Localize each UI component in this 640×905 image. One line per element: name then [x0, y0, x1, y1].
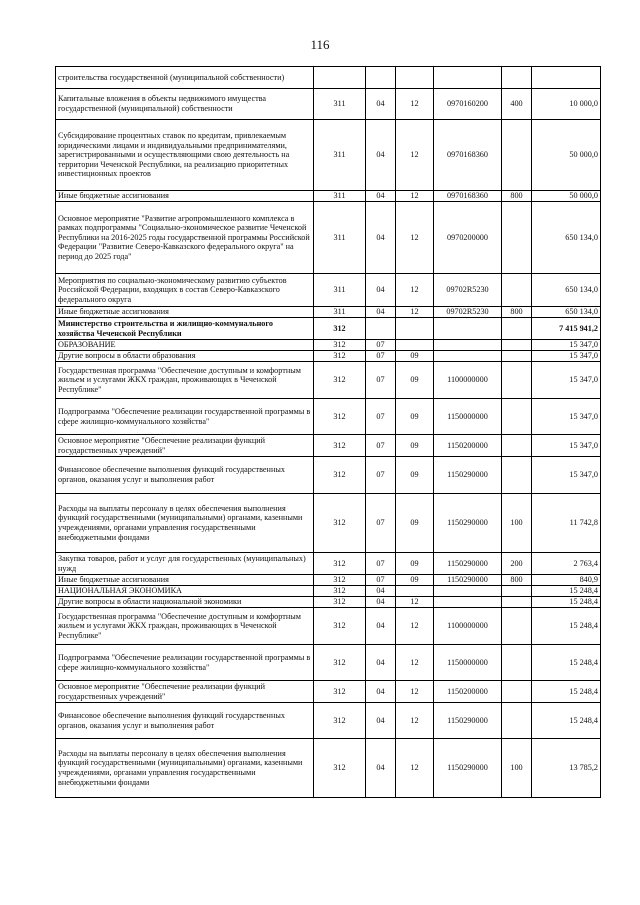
table-row	[56, 202, 601, 274]
cell-name: Подпрограмма "Обеспечение реализации государственной программы в сфере жилищно-коммунального хозяйства"	[56, 645, 314, 681]
cell-amount: 15 248,4	[532, 586, 601, 597]
cell-target-article: 1150290000	[434, 575, 502, 586]
cell-section: 07	[366, 399, 396, 435]
cell-subsection: 09	[396, 351, 434, 362]
table-row	[56, 494, 601, 553]
cell-name: Финансовое обеспечение выполнения функций государственных органов, оказания услуг и выполнения работ	[56, 457, 314, 494]
cell-admin-code: 311	[314, 202, 366, 274]
cell-section: 04	[366, 586, 396, 597]
cell-subsection: 12	[396, 120, 434, 191]
cell-section: 07	[366, 553, 396, 575]
cell-admin-code: 311	[314, 191, 366, 202]
cell-expense-type	[502, 597, 532, 608]
cell-target-article: 1150290000	[434, 703, 502, 739]
cell-subsection: 12	[396, 739, 434, 798]
cell-amount: 650 134,0	[532, 307, 601, 318]
cell-admin-code: 312	[314, 586, 366, 597]
table-row	[56, 89, 601, 120]
budget-table-body	[56, 67, 601, 798]
table-row	[56, 608, 601, 645]
cell-expense-type: 800	[502, 575, 532, 586]
table-row	[56, 362, 601, 399]
cell-name: Другие вопросы в области национальной экономики	[56, 597, 314, 608]
table-row	[56, 191, 601, 202]
cell-expense-type: 100	[502, 739, 532, 798]
cell-expense-type: 800	[502, 191, 532, 202]
cell-target-article: 0970168360	[434, 120, 502, 191]
cell-subsection: 12	[396, 307, 434, 318]
cell-amount: 7 415 941,2	[532, 318, 601, 340]
table-row	[56, 318, 601, 340]
cell-name: Расходы на выплаты персоналу в целях обеспечения выполнения функций государственными (муниципальными) органами, казенными учреждениями, органами управления государственными внебюджетными фондами	[56, 494, 314, 553]
cell-expense-type	[502, 608, 532, 645]
cell-target-article	[434, 67, 502, 89]
cell-subsection: 09	[396, 494, 434, 553]
cell-subsection: 09	[396, 575, 434, 586]
cell-name: Основное мероприятие "Развитие агропромышленного комплекса в рамках подпрограммы "Социально-экономическое развитие Чеченской Республики на 2016-2025 годы государственной программы Российской Федерации "Развитие Северо-Кавказского федерального округа" на период до 2025 года"	[56, 202, 314, 274]
cell-admin-code: 311	[314, 89, 366, 120]
cell-target-article: 1100000000	[434, 362, 502, 399]
cell-target-article: 1150200000	[434, 435, 502, 457]
cell-section: 07	[366, 340, 396, 351]
cell-name: Основное мероприятие "Обеспечение реализации функций государственных учреждений"	[56, 435, 314, 457]
table-row	[56, 307, 601, 318]
cell-name: Подпрограмма "Обеспечение реализации государственной программы в сфере жилищно-коммунального хозяйства"	[56, 399, 314, 435]
cell-target-article: 1150290000	[434, 494, 502, 553]
cell-subsection: 12	[396, 645, 434, 681]
cell-expense-type	[502, 67, 532, 89]
cell-name: Закупка товаров, работ и услуг для государственных (муниципальных) нужд	[56, 553, 314, 575]
cell-target-article: 1150200000	[434, 681, 502, 703]
cell-expense-type	[502, 399, 532, 435]
cell-admin-code: 311	[314, 274, 366, 307]
cell-amount: 650 134,0	[532, 202, 601, 274]
cell-target-article: 1150000000	[434, 399, 502, 435]
table-row	[56, 597, 601, 608]
cell-target-article: 1100000000	[434, 608, 502, 645]
table-row	[56, 274, 601, 307]
cell-admin-code: 312	[314, 318, 366, 340]
cell-amount: 840,9	[532, 575, 601, 586]
cell-expense-type	[502, 362, 532, 399]
cell-target-article: 0970200000	[434, 202, 502, 274]
cell-admin-code: 312	[314, 399, 366, 435]
cell-section: 04	[366, 89, 396, 120]
cell-target-article	[434, 351, 502, 362]
table-row	[56, 399, 601, 435]
table-row	[56, 586, 601, 597]
cell-section	[366, 67, 396, 89]
cell-amount: 15 347,0	[532, 340, 601, 351]
cell-subsection: 09	[396, 457, 434, 494]
cell-amount: 15 248,4	[532, 597, 601, 608]
cell-target-article	[434, 597, 502, 608]
cell-amount: 11 742,8	[532, 494, 601, 553]
cell-section: 07	[366, 457, 396, 494]
cell-target-article: 1150290000	[434, 739, 502, 798]
cell-subsection: 09	[396, 399, 434, 435]
cell-target-article: 1150290000	[434, 553, 502, 575]
cell-subsection: 12	[396, 608, 434, 645]
table-row	[56, 703, 601, 739]
cell-amount: 2 763,4	[532, 553, 601, 575]
cell-section: 04	[366, 202, 396, 274]
cell-subsection: 12	[396, 597, 434, 608]
table-row	[56, 457, 601, 494]
cell-name: Министерство строительства и жилищно-коммунального хозяйства Чеченской Республики	[56, 318, 314, 340]
cell-section: 04	[366, 681, 396, 703]
cell-name: Мероприятия по социально-экономическому развитию субъектов Российской Федерации, входящих в состав Северо-Кавказского федерального округа	[56, 274, 314, 307]
table-row	[56, 120, 601, 191]
cell-section: 04	[366, 597, 396, 608]
cell-section: 04	[366, 608, 396, 645]
cell-expense-type	[502, 586, 532, 597]
cell-amount: 15 248,4	[532, 608, 601, 645]
table-row	[56, 351, 601, 362]
cell-subsection: 12	[396, 274, 434, 307]
cell-section: 04	[366, 645, 396, 681]
cell-name: Капитальные вложения в объекты недвижимого имущества государственной (муниципальной) собственности	[56, 89, 314, 120]
table-row	[56, 553, 601, 575]
cell-subsection: 12	[396, 703, 434, 739]
cell-amount: 10 000,0	[532, 89, 601, 120]
cell-amount: 13 785,2	[532, 739, 601, 798]
cell-amount: 15 248,4	[532, 681, 601, 703]
table-row	[56, 645, 601, 681]
cell-target-article: 0970168360	[434, 191, 502, 202]
cell-target-article: 1150000000	[434, 645, 502, 681]
cell-expense-type	[502, 351, 532, 362]
cell-target-article: 1150290000	[434, 457, 502, 494]
cell-subsection: 12	[396, 202, 434, 274]
cell-section: 07	[366, 435, 396, 457]
cell-section: 04	[366, 274, 396, 307]
cell-name: Иные бюджетные ассигнования	[56, 307, 314, 318]
cell-subsection	[396, 340, 434, 351]
cell-amount	[532, 67, 601, 89]
cell-expense-type	[502, 340, 532, 351]
cell-admin-code: 312	[314, 351, 366, 362]
cell-expense-type	[502, 120, 532, 191]
cell-target-article	[434, 340, 502, 351]
cell-subsection: 12	[396, 89, 434, 120]
cell-amount: 15 248,4	[532, 645, 601, 681]
cell-admin-code: 312	[314, 645, 366, 681]
cell-admin-code: 312	[314, 597, 366, 608]
cell-section: 04	[366, 307, 396, 318]
cell-admin-code: 311	[314, 120, 366, 191]
table-row	[56, 575, 601, 586]
budget-table	[55, 66, 601, 798]
cell-subsection: 09	[396, 362, 434, 399]
cell-expense-type	[502, 681, 532, 703]
cell-admin-code: 312	[314, 340, 366, 351]
table-row	[56, 340, 601, 351]
cell-subsection: 12	[396, 191, 434, 202]
cell-section: 07	[366, 575, 396, 586]
cell-section: 04	[366, 703, 396, 739]
cell-admin-code: 311	[314, 307, 366, 318]
cell-expense-type	[502, 435, 532, 457]
cell-admin-code: 312	[314, 681, 366, 703]
cell-name: Субсидирование процентных ставок по кредитам, привлекаемым юридическими лицами и индивидуальными предпринимателями, зарегистрированными и осуществляющими свою деятельность на территории Чеченской Республики, на реализацию приоритетных инвестиционных проектов	[56, 120, 314, 191]
cell-admin-code: 312	[314, 553, 366, 575]
cell-name: Государственная программа "Обеспечение доступным и комфортным жильем и услугами ЖКХ граждан, проживающих в Чеченской Республике"	[56, 362, 314, 399]
cell-name: строительства государственной (муниципальной собственности)	[56, 67, 314, 89]
cell-amount: 15 347,0	[532, 399, 601, 435]
cell-target-article	[434, 586, 502, 597]
cell-subsection: 12	[396, 681, 434, 703]
cell-name: Расходы на выплаты персоналу в целях обеспечения выполнения функций государственными (муниципальными) органами, казенными учреждениями, органами управления государственными внебюджетными фондами	[56, 739, 314, 798]
cell-amount: 15 248,4	[532, 703, 601, 739]
cell-amount: 50 000,0	[532, 191, 601, 202]
cell-expense-type	[502, 274, 532, 307]
cell-name: Иные бюджетные ассигнования	[56, 575, 314, 586]
cell-target-article	[434, 318, 502, 340]
page-number: 116	[310, 37, 330, 52]
table-row	[56, 739, 601, 798]
cell-name: Иные бюджетные ассигнования	[56, 191, 314, 202]
cell-admin-code: 312	[314, 703, 366, 739]
cell-admin-code	[314, 67, 366, 89]
cell-subsection: 09	[396, 435, 434, 457]
cell-amount: 15 347,0	[532, 457, 601, 494]
cell-admin-code: 312	[314, 457, 366, 494]
cell-section: 04	[366, 191, 396, 202]
cell-subsection	[396, 67, 434, 89]
cell-section: 07	[366, 494, 396, 553]
cell-expense-type	[502, 703, 532, 739]
cell-expense-type: 400	[502, 89, 532, 120]
cell-expense-type	[502, 645, 532, 681]
cell-name: Государственная программа "Обеспечение доступным и комфортным жильем и услугами ЖКХ граждан, проживающих в Чеченской Республике"	[56, 608, 314, 645]
cell-admin-code: 312	[314, 362, 366, 399]
cell-target-article: 09702R5230	[434, 307, 502, 318]
cell-admin-code: 312	[314, 608, 366, 645]
cell-subsection	[396, 586, 434, 597]
cell-subsection	[396, 318, 434, 340]
cell-name: Другие вопросы в области образования	[56, 351, 314, 362]
cell-name: Финансовое обеспечение выполнения функций государственных органов, оказания услуг и выполнения работ	[56, 703, 314, 739]
cell-amount: 650 134,0	[532, 274, 601, 307]
cell-name: Основное мероприятие "Обеспечение реализации функций государственных учреждений"	[56, 681, 314, 703]
cell-expense-type: 800	[502, 307, 532, 318]
cell-target-article: 09702R5230	[434, 274, 502, 307]
cell-admin-code: 312	[314, 435, 366, 457]
cell-expense-type	[502, 457, 532, 494]
cell-amount: 15 347,0	[532, 362, 601, 399]
cell-name: ОБРАЗОВАНИЕ	[56, 340, 314, 351]
cell-admin-code: 312	[314, 575, 366, 586]
cell-expense-type	[502, 202, 532, 274]
cell-amount: 15 347,0	[532, 435, 601, 457]
cell-expense-type: 100	[502, 494, 532, 553]
cell-amount: 15 347,0	[532, 351, 601, 362]
cell-amount: 50 000,0	[532, 120, 601, 191]
cell-expense-type: 200	[502, 553, 532, 575]
cell-target-article: 0970160200	[434, 89, 502, 120]
table-row	[56, 435, 601, 457]
cell-subsection: 09	[396, 553, 434, 575]
cell-section: 04	[366, 739, 396, 798]
cell-name: НАЦИОНАЛЬНАЯ ЭКОНОМИКА	[56, 586, 314, 597]
cell-section: 07	[366, 362, 396, 399]
table-row	[56, 681, 601, 703]
cell-section: 04	[366, 120, 396, 191]
table-row	[56, 67, 601, 89]
cell-section: 07	[366, 351, 396, 362]
cell-admin-code: 312	[314, 739, 366, 798]
cell-admin-code: 312	[314, 494, 366, 553]
cell-expense-type	[502, 318, 532, 340]
cell-section	[366, 318, 396, 340]
